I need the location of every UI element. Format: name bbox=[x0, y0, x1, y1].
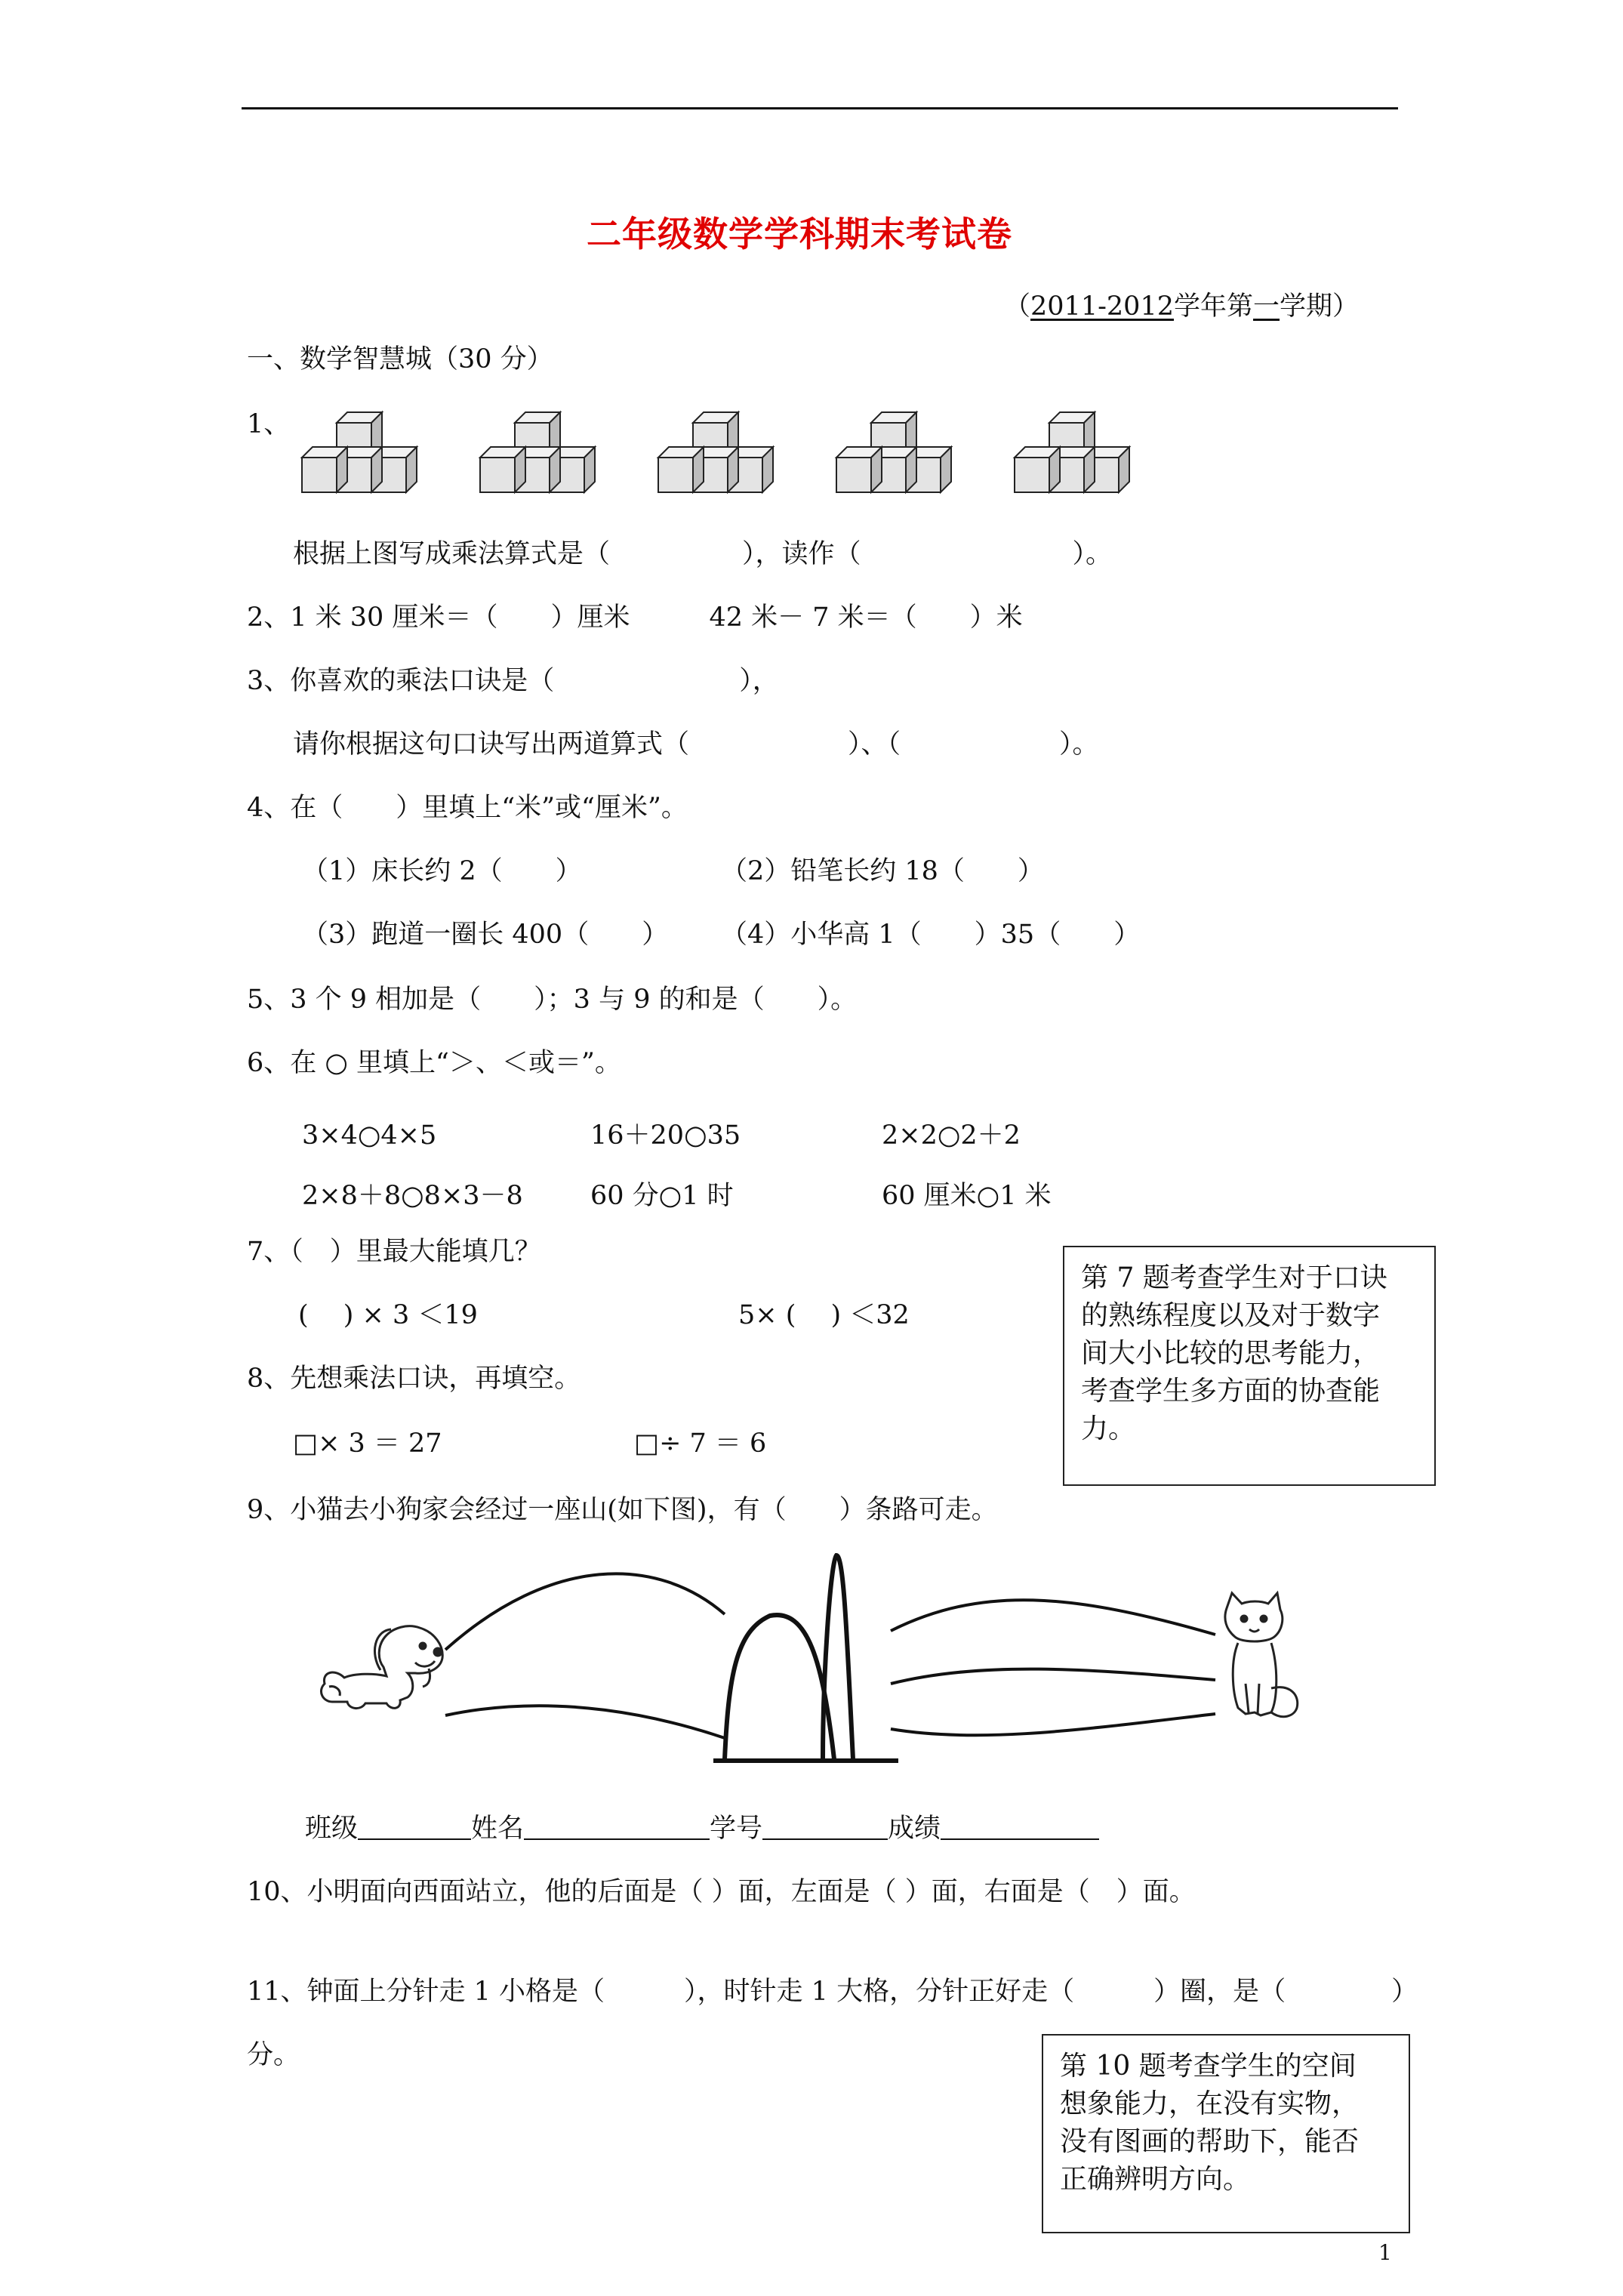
q7-teacher-note: 第 7 题考查学生对于口诀 的熟练程度以及对于数字 间大小比较的思考能力， 考查学生多方面的协查能 力。 bbox=[1063, 1246, 1436, 1486]
q3-line2: 请你根据这句口诀写出两道算式（ ）、（ ）。 bbox=[293, 729, 1099, 760]
q10-text: 10、小明面向西面站立，他的后面是（ ）面，左面是（ ）面，右面是（ ）面。 bbox=[247, 1877, 1196, 1907]
q1-number: 1、 bbox=[247, 409, 291, 439]
q3-line1: 3、你喜欢的乘法口诀是（ ）， bbox=[247, 666, 779, 696]
cat-icon bbox=[1225, 1593, 1298, 1717]
path-right-upper bbox=[891, 1600, 1215, 1635]
path-right-lower bbox=[891, 1714, 1215, 1735]
mountain-icon bbox=[713, 1555, 898, 1761]
id-blank[interactable] bbox=[762, 1813, 888, 1840]
cube-blocks-figure bbox=[302, 393, 1170, 506]
cube-group bbox=[658, 412, 773, 492]
cube-group bbox=[302, 412, 417, 492]
q4-item1: （1）床长约 2（ ） bbox=[302, 856, 582, 886]
q6-compare-6: 60 厘米○1 米 bbox=[882, 1181, 1052, 1211]
q6-compare-2: 16＋20○35 bbox=[590, 1120, 741, 1151]
page-number: 1 bbox=[1378, 2240, 1392, 2265]
cube-group bbox=[836, 412, 951, 492]
q4-intro: 4、在（ ）里填上“米”或“厘米”。 bbox=[247, 793, 688, 823]
q10-teacher-note: 第 10 题考查学生的空间 想象能力，在没有实物， 没有图画的帮助下，能否 正确辨明方向。 bbox=[1042, 2034, 1410, 2233]
q4-item4: （4）小华高 1（ ）35（ ） bbox=[721, 920, 1141, 950]
student-info-row: 班级 姓名 学号 成绩 bbox=[305, 1812, 1099, 1845]
q11-line2: 分。 bbox=[247, 2040, 300, 2070]
q2-text: 2、1 米 30 厘米＝（ ）厘米 42 米－ 7 米＝（ ）米 bbox=[247, 603, 1023, 633]
header-rule bbox=[242, 107, 1398, 109]
q6-compare-1: 3×4○4×5 bbox=[302, 1120, 437, 1151]
score-blank[interactable] bbox=[941, 1813, 1099, 1840]
cube-group bbox=[480, 412, 595, 492]
q8-intro: 8、先想乘法口诀，再填空。 bbox=[247, 1364, 581, 1394]
q11-line1: 11、钟面上分针走 1 小格是（ ），时针走 1 大格，分针正好走（ ）圈，是（ ） bbox=[247, 1977, 1418, 2007]
q9-text: 9、小猫去小狗家会经过一座山(如下图)，有（ ）条路可走。 bbox=[247, 1495, 998, 1525]
path-right-middle bbox=[891, 1669, 1215, 1684]
path-left-lower bbox=[445, 1706, 725, 1738]
q1-text: 根据上图写成乘法算式是（ ），读作（ ）。 bbox=[293, 539, 1113, 569]
q6-compare-5: 60 分○1 时 bbox=[590, 1181, 734, 1211]
school-year: （2011-2012学年第一学期） bbox=[1004, 291, 1360, 322]
exam-title: 二年级数学学科期末考试卷 bbox=[587, 214, 1012, 254]
q4-item2: （2）铅笔长约 18（ ） bbox=[721, 856, 1044, 886]
section-heading: 一、数学智慧城（30 分） bbox=[247, 344, 553, 374]
q6-compare-3: 2×2○2＋2 bbox=[882, 1120, 1021, 1151]
path-left-upper bbox=[445, 1573, 725, 1650]
q7-equation-1: ( ) × 3 ＜19 bbox=[298, 1300, 478, 1330]
q8-equation-1: □× 3 ＝ 27 bbox=[293, 1428, 442, 1459]
q8-equation-2: □÷ 7 ＝ 6 bbox=[634, 1428, 767, 1459]
q6-intro: 6、在 ○ 里填上“＞、＜或＝”。 bbox=[247, 1048, 621, 1078]
cube-group bbox=[1015, 412, 1129, 492]
q7-intro: 7、（ ）里最大能填几？ bbox=[247, 1237, 541, 1267]
mountain-paths-figure bbox=[302, 1540, 1397, 1767]
name-blank[interactable] bbox=[524, 1813, 710, 1840]
q6-compare-4: 2×8＋8○8×3－8 bbox=[302, 1181, 523, 1211]
q4-item3: （3）跑道一圈长 400（ ） bbox=[302, 920, 669, 950]
dog-icon bbox=[321, 1626, 442, 1709]
q5-text: 5、3 个 9 相加是（ ）；3 与 9 的和是（ ）。 bbox=[247, 985, 858, 1015]
q7-equation-2: 5× ( ) ＜32 bbox=[738, 1300, 910, 1330]
class-blank[interactable] bbox=[358, 1813, 471, 1840]
